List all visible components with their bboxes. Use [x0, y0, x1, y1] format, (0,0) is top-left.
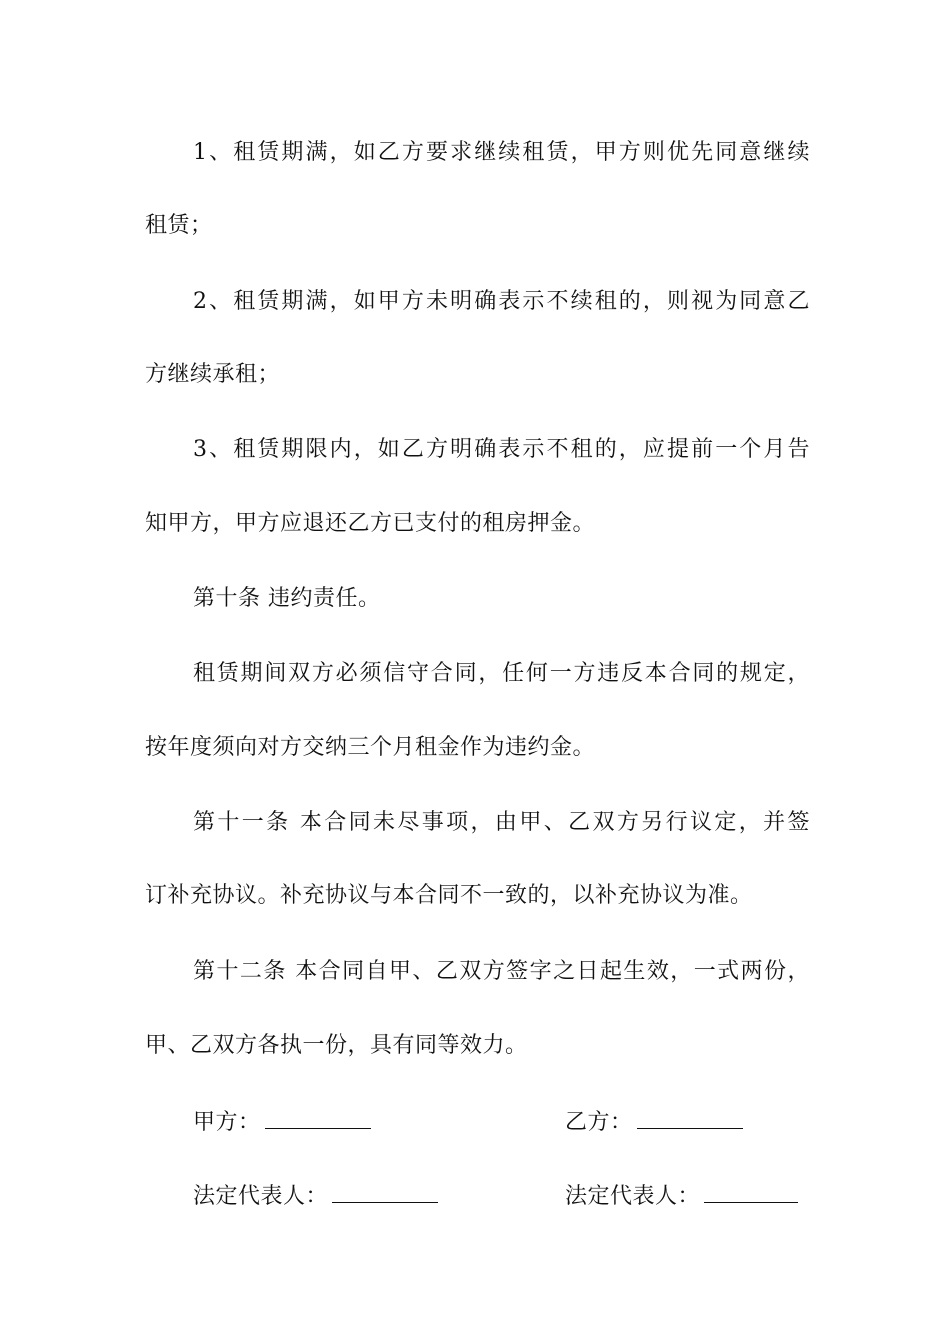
paragraph-1-line-1: 1、租赁期满，如乙方要求继续租赁，甲方则优先同意继续	[193, 140, 810, 165]
rep-a-signature	[193, 1182, 438, 1212]
party-b-label: 乙方：	[565, 1110, 633, 1135]
rep-b-label: 法定代表人：	[565, 1184, 701, 1209]
paragraph-1-line-2: 租赁；	[145, 213, 213, 238]
article-10-heading: 第十条 违约责任。	[193, 586, 381, 611]
rep-a-blank	[332, 1184, 438, 1203]
paragraph-3-line-2: 知甲方，甲方应退还乙方已支付的租房押金。	[145, 511, 596, 536]
article-11-line-2: 订补充协议。补充协议与本合同不一致的，以补充协议为准。	[145, 883, 753, 908]
article-12-line-1: 第十二条 本合同自甲、乙双方签字之日起生效，一式两份，	[193, 959, 810, 984]
party-b-signature	[565, 1108, 743, 1138]
article-12-line-2: 甲、乙双方各执一份，具有同等效力。	[145, 1033, 528, 1058]
party-b-blank	[637, 1110, 743, 1129]
paragraph-2-line-2: 方继续承租；	[145, 362, 281, 387]
rep-b-blank	[704, 1184, 798, 1203]
party-a-label: 甲方：	[193, 1110, 261, 1135]
rep-a-label: 法定代表人：	[193, 1184, 329, 1209]
article-11-line-1: 第十一条 本合同未尽事项，由甲、乙双方另行议定，并签	[193, 810, 810, 835]
paragraph-5-line-1: 租赁期间双方必须信守合同，任何一方违反本合同的规定，	[193, 661, 810, 686]
paragraph-3-line-1: 3、租赁期限内，如乙方明确表示不租的，应提前一个月告	[193, 437, 810, 462]
party-a-blank	[265, 1110, 371, 1129]
party-a-signature	[193, 1108, 371, 1138]
paragraph-5-line-2: 按年度须向对方交纳三个月租金作为违约金。	[145, 735, 596, 760]
paragraph-2-line-1: 2、租赁期满，如甲方未明确表示不续租的，则视为同意乙	[193, 289, 810, 314]
rep-b-signature	[565, 1182, 798, 1212]
